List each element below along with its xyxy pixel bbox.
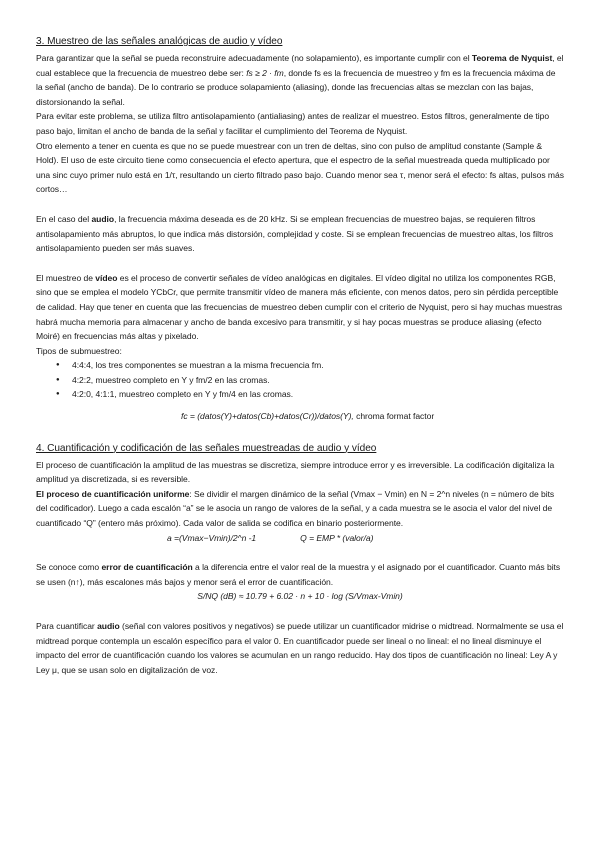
text-run: Se conoce como (36, 562, 102, 573)
subsampling-list (36, 358, 564, 402)
chroma-format-formula (36, 409, 564, 424)
quantization-error-term: error de cuantificación (101, 562, 193, 573)
formula-text: fc = (datos(Y)+datos(Cb)+datos(Cr))/datos(Y), (181, 411, 354, 422)
formula-text: S/NQ (dB) ≈ 10.79 + 6.02 · n + 10 · log (S/Vmax-Vmin) (197, 591, 403, 602)
text-run: El muestreo de (36, 272, 96, 283)
nyquist-paragraph (36, 51, 564, 109)
text-run: : Se dividir el margen dinámico de la señal (Vmax − Vmin) en N = 2^n niveles (n = número de bits del codificador). Luego a cada escalón “a” se le asocia un rango de valores de la señal, y a cada muestra se le asocia el valor del nivel de cuantificado “Q” (entero más próximo). Cada valor de salida se codifica en binario posteriormente. (36, 488, 555, 529)
video-sampling-paragraph (36, 271, 564, 344)
nyquist-formula: fs ≥ 2 · fm (246, 67, 284, 78)
quantization-intro-paragraph: El proceso de cuantificación la amplitud de las muestras se discretiza, siempre introduce error y es irreversible. La codificación digitaliza la amplitud ya discretizada, si es reversible. (36, 459, 555, 485)
list-item: ● 4:2:2, muestreo completo en Y y fm/2 en las cromas. (36, 373, 564, 388)
text-run: En el caso del (36, 213, 92, 224)
subsampling-title: Tipos de submuestreo: (36, 345, 122, 356)
uniform-quantization-paragraph (36, 487, 564, 531)
list-item: ● 4:4:4, los tres componentes se muestran a la misma frecuencia fm. (36, 358, 564, 373)
quantization-formulas (36, 531, 564, 546)
audio-term: audio (97, 621, 120, 631)
list-item: ● 4:2:0, 4:1:1, muestreo completo en Y y fm/4 en las cromas. (36, 387, 564, 402)
document-page (36, 34, 564, 677)
section-3-heading: 3. Muestreo de las señales analógicas de audio y vídeo (36, 36, 283, 47)
nyquist-term: Teorema de Nyquist (471, 53, 553, 63)
text-run: Para garantizar que la señal se pueda reconstruire adecuadamente (no solapamiento), es importante cumplir con el (36, 53, 472, 63)
sample-hold-paragraph: Otro elemento a tener en cuenta es que no se puede muestrear con un tren de deltas, sino con pulso de amplitud constante (Sample & Hold). El uso de este circuito tiene como consecuencia el efecto apertura, que el espectro de la señal muestreada queda multiplicado por una sinc cuyo primer nulo está en 1/τ, resultando un cierto filtrado paso bajo. Cuando menor sea τ, menor será el efecto: fs altas, pulsos más cortos… (36, 140, 564, 195)
audio-quantization-paragraph (36, 619, 564, 677)
video-term: vídeo (95, 272, 118, 283)
text-run: , la frecuencia máxima deseada es de 20 kHz. Si se emplean frecuencias de muestreo bajas, se requieren filtros antisolapamiento más abruptos, lo que indica más distorsión, complejidad y coste. Si se emplean frecuencias de muestreo altas, los filtros antisolapamiento pueden ser más suaves. (36, 213, 554, 254)
q-formula: Q = EMP * (valor/a) (300, 532, 374, 543)
text-run: a la diferencia entre el valor real de la muestra y el asignado por el cuantificador. Cuanto más bits se usen (n↑), más escalones más bajos y menor será el error de cuantificación. (36, 562, 561, 587)
text-run: (señal con valores positivos y negativos) se puede utilizar un cuantificador midrise o midtread. Normalmente se usa el midtread porque contempla un escalón específico para el valor 0. En cuantificador puede ser lineal o no lineal: el no lineal disminuye el impacto del error de cuantificación cuando los valores se acumulan en un rango reducido. Hay dos tipos de cuantificación no lineal: Ley A y Ley μ, que se usan solo en digitalización de voz. (36, 621, 564, 675)
quantization-error-paragraph (36, 560, 564, 589)
uniform-quantization-term: El proceso de cuantificación uniforme (36, 488, 190, 499)
text-run: Para cuantificar (36, 621, 98, 631)
text-run: es el proceso de convertir señales de vídeo analógicas en digitales. El vídeo digital no utiliza los componentes RGB, sino que se emplea el modelo YCbCr, que permite transmitir vídeo de manera más eficiente, con menos datos, pero sin pérdida perceptible de calidad. Hay que tener en cuenta que las frecuencias de muestreo deben cumplir con el criterio de Nyquist, pero si hay muchas muestras habrá mucha memoria para almacenar y ancho de banda excesivo para transmitir, y si hay pocas muestras se produce aliasing (efecto Moiré) en frecuencias más altas y pixelado. (36, 272, 563, 342)
text-run: , donde fs es la frecuencia de muestreo y fm es la frecuencia máxima de la señal (ancho de banda). De lo contrario se produce solapamiento (aliasing), donde las frecuencias altas se mezclan con las bajas, distorsionando la señal. (36, 67, 556, 107)
snr-formula (36, 589, 564, 604)
text-run: , el cual establece que la frecuencia de muestreo debe ser: (36, 53, 564, 78)
antialiasing-paragraph: Para evitar este problema, se utiliza filtro antisolapamiento (antialiasing) antes de realizar el muestreo. Estos filtros, generalmente de tipo paso bajo, limitan el ancho de banda de la señal y facilitar el cumplimiento del Teorema de Nyquist. (36, 111, 550, 136)
step-formula: a =(Vmax−Vmin)/2^n -1 (167, 532, 257, 543)
formula-label: chroma format factor (353, 411, 435, 422)
audio-term: audio (91, 213, 115, 224)
section-4-heading: 4. Cuantificación y codificación de las señales muestreadas de audio y vídeo (36, 442, 377, 454)
audio-sampling-paragraph (36, 212, 564, 256)
